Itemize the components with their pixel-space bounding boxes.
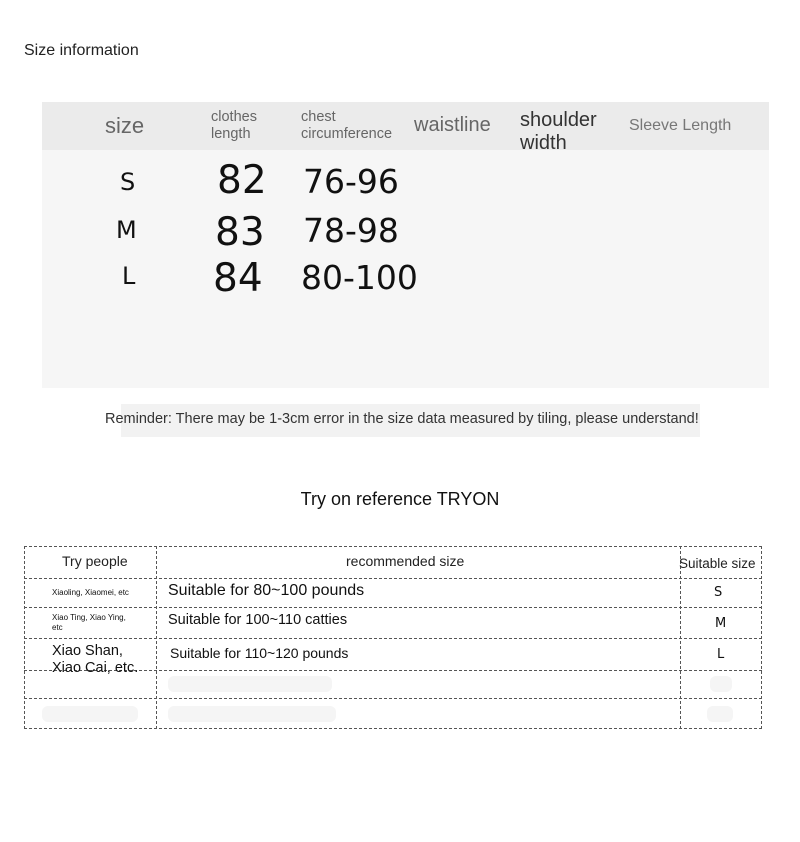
suitable-size-cell: S: [714, 585, 723, 600]
header-size: size: [105, 113, 145, 138]
table-border-right: [761, 546, 762, 729]
tryon-table: [24, 546, 762, 729]
faint-mark: [42, 706, 138, 722]
table-divider: [24, 638, 762, 639]
try-people-cell: Xiaoling, Xiaomei, etc: [52, 588, 129, 597]
chest-cell: 80-100: [301, 258, 418, 297]
header-try-people: Try people: [62, 553, 128, 569]
table-border-top: [24, 546, 762, 547]
table-column-divider: [156, 546, 157, 729]
header-recommended-size: recommended size: [346, 553, 465, 569]
size-cell: M: [116, 216, 137, 244]
header-sleeve-length: Sleeve Length: [629, 117, 732, 134]
chest-cell: 78-98: [303, 211, 399, 250]
size-cell: L: [122, 262, 136, 290]
faint-mark: [168, 676, 332, 692]
suitable-size-cell: L: [717, 647, 725, 662]
clothes-length-cell: 84: [213, 256, 263, 301]
table-divider: [24, 698, 762, 699]
table-border-bottom: [24, 728, 762, 729]
faint-mark: [168, 706, 336, 722]
recommended-cell: Suitable for 100~110 catties: [168, 612, 348, 628]
recommended-cell: Suitable for 80~100 pounds: [168, 582, 365, 599]
table-divider: [24, 578, 762, 579]
clothes-length-cell: 82: [217, 158, 267, 203]
header-clothes-length: clothes length: [211, 109, 257, 142]
faint-mark: [710, 676, 732, 692]
faint-mark: [707, 706, 733, 722]
clothes-length-cell: 83: [215, 210, 265, 255]
try-people-cell: Xiao Shan, Xiao Cai, etc.: [52, 643, 139, 676]
header-suitable-size: Suitable size: [679, 556, 756, 571]
suitable-size-cell: M: [715, 616, 727, 631]
size-table: [42, 102, 769, 388]
size-info-title: Size information: [24, 42, 139, 59]
table-divider: [24, 607, 762, 608]
reminder-text: Reminder: There may be 1-3cm error in the size data measured by tiling, please understand!: [105, 411, 699, 427]
table-border-left: [24, 546, 25, 729]
header-shoulder-width: shoulder width: [520, 109, 597, 154]
tryon-title: Try on reference TRYON: [300, 489, 500, 509]
table-column-divider: [680, 546, 681, 729]
chest-cell: 76-96: [303, 162, 399, 201]
header-chest-circumference: chest circumference: [301, 109, 393, 142]
try-people-cell: Xiao Ting, Xiao Ying, etc: [52, 613, 126, 632]
header-waistline: waistline: [414, 114, 491, 136]
recommended-cell: Suitable for 110~120 pounds: [170, 645, 349, 661]
size-cell: S: [120, 168, 136, 196]
